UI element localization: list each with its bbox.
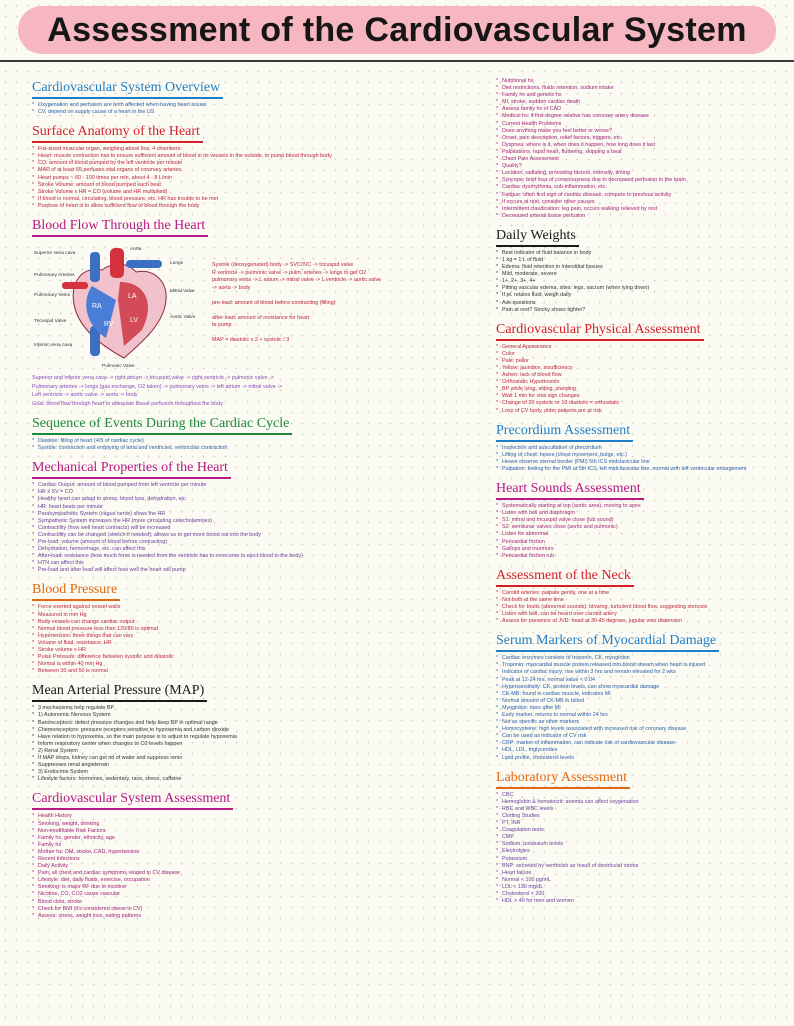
daily-weights-lines [496, 250, 786, 314]
note-line: * Sympathetic System increases the HR (more circulating catecholamines) [32, 518, 480, 525]
note-line: * HDL > 40 for men and women [496, 898, 786, 905]
note-line: * 3) Endocrine System [32, 769, 480, 776]
note-line: * Pain: all chest and cardiac symptoms related to CV disease [32, 870, 480, 877]
label-la: LA [128, 293, 137, 301]
heart-sounds-lines [496, 503, 786, 560]
pulmonary-vein-vessel [62, 282, 88, 289]
section-heading: Surface Anatomy of the Heart [32, 124, 203, 143]
note-line: * Can be used as indicator of CV risk [496, 733, 786, 740]
note-line: * Pericardial friction rub [496, 553, 786, 560]
flow-note-line [212, 292, 480, 300]
note-line: * Coagulation tests [496, 827, 786, 834]
note-line: * Homocysteine: high levels associated with increased risk of coronary disease [496, 726, 786, 733]
section-heading: Blood Pressure [32, 582, 120, 601]
note-line: * CO: amount of blood pumped by the left ventricle per minute [32, 160, 480, 167]
note-line: * Volume of fluid, resistance, HR [32, 640, 480, 647]
note-line: * General Appearance [496, 344, 786, 351]
left-column [32, 78, 480, 926]
note-line: * Lifting of chest: heave (chest movement, bulge, etc.) [496, 452, 786, 459]
note-line: * Oxygenation and perfusion are both affected when having heart issues [32, 102, 480, 109]
blood-flow-footer [32, 374, 480, 408]
note-line: * Palpitations: rapid heart, fluttering, skipping a beat [496, 149, 786, 156]
note-line: * Cardiac dysrhythmia, sub-inflammation, etc. [496, 184, 786, 191]
section-map [32, 681, 480, 783]
section-heart-sounds [496, 479, 786, 560]
note-line: * Normal < 100 pg/mL [496, 877, 786, 884]
section-heading: Blood Flow Through the Heart [32, 218, 208, 237]
section-heading: Assessment of the Neck [496, 568, 634, 587]
section-nutrition [496, 78, 786, 220]
note-line: * Hemoglobin & hematocrit: anemia can affect oxygenation [496, 799, 786, 806]
note-line: * Check for bruits (abnormal sounds): blowing, turbulent blood flow, suggesting stenosis [496, 604, 786, 611]
note-line: * Lifestyle factors: hormones, sedentary, race, stress, caffeine [32, 776, 480, 783]
serum-lines [496, 655, 786, 761]
section-precordium [496, 421, 786, 473]
note-line: * Smoking: is major RF due to nicotine [32, 884, 480, 891]
note-line: * If MAP drops, kidney can get rid of water and suppress renin [32, 755, 480, 762]
label-tricuspid: Tricuspid Valve [34, 319, 67, 325]
note-line: * Chemoreceptors: pressure receptors sensitive to hypoxemia and carbon dioxide [32, 727, 480, 734]
note-line: * Hypersensitivity: CK, protein levels, can show myocardial damage [496, 684, 786, 691]
note-line: * Mother hx: DM, stroke, CAD, hypertension [32, 849, 480, 856]
svc-vessel [90, 252, 100, 282]
section-heading: Serum Markers of Myocardial Damage [496, 633, 719, 652]
note-line: * If occurs at rest, consider other causes [496, 199, 786, 206]
note-line: * Pre-load: volume (amount of blood before contracting) [32, 539, 480, 546]
note-line: * 1) Autonomic Nervous System [32, 712, 480, 719]
blood-flow-notes [212, 242, 480, 370]
note-line: * Inform respiratory center when changes to O2 levels happen [32, 741, 480, 748]
note-line: * Diet restrictions, fluids retention, sodium intake [496, 85, 786, 92]
surface-anatomy-lines [32, 146, 480, 210]
note-line: * Electrolytes [496, 848, 786, 855]
note-line: * Family hx and genetic hx [496, 92, 786, 99]
note-line: * Pericardial friction [496, 539, 786, 546]
note-line: * Wait 1 min for vital sign changes [496, 393, 786, 400]
mechanical-lines [32, 482, 480, 574]
note-line: * Onset, pain description, relief factors, triggers, etc. [496, 135, 786, 142]
aorta-vessel [110, 248, 124, 278]
bp-lines [32, 604, 480, 675]
note-line: * Nicotine, CO, CO2 cause vascular [32, 891, 480, 898]
note-line: * Blood clots, stroke [32, 899, 480, 906]
note-line: * Heart failure [496, 870, 786, 877]
section-heading: Heart Sounds Assessment [496, 481, 644, 500]
section-heading: Precordium Assessment [496, 423, 633, 442]
note-line: * BP while lying, sitting, standing [496, 386, 786, 393]
section-heading: Cardiovascular Physical Assessment [496, 322, 704, 341]
note-line: * RBC and WBC levels [496, 806, 786, 813]
note-line: * Body vessels can change cardiac output [32, 619, 480, 626]
map-lines [32, 705, 480, 783]
note-line: * Peak at 12-24 hrs, normal value < 0.04 [496, 677, 786, 684]
section-daily-weights [496, 226, 786, 314]
note-line: * Fist-sized muscular organ, weighing about 9oz, 4 chambers [32, 146, 480, 153]
note-line: * Nutritional hx [496, 78, 786, 85]
note-line: * Between 30 and 50 is normal [32, 668, 480, 675]
label-mitral: Mitral Valve [170, 289, 195, 295]
note-line: * Heart pumps ~ 60 - 100 times per min, about 4 - 8 L/min [32, 175, 480, 182]
note-line: * If pt. retains fluid, weigh daily [496, 292, 786, 299]
note-line: * Have relation to hypoxemia, so the main purpose is to adjust to regulate hypoxemia [32, 734, 480, 741]
note-line: * Pain at rest? Stocky shoes tighter? [496, 307, 786, 314]
note-line: * Smoking, weight, drinking [32, 821, 480, 828]
sequence-lines [32, 438, 480, 452]
note-line: * Myoglobin: rises after MI [496, 705, 786, 712]
note-line: * HTN can affect this [32, 560, 480, 567]
section-heading: Mechanical Properties of the Heart [32, 460, 231, 479]
note-line: * Clotting Studies [496, 813, 786, 820]
flow-note-line: -> aorta -> body [212, 284, 251, 291]
note-line: * CK-MB: found in cardiac muscle, indicates MI [496, 691, 786, 698]
note-line: * MAP of at least 65 perfuses vital organs of coronary arteries [32, 167, 480, 174]
note-line: * Systole: contraction and emptying of atria and ventricles, ventricular contraction [32, 445, 480, 452]
note-line: * Does anything make you feel better or worse? [496, 128, 786, 135]
note-line: * 1+, 2+, 3+, 4+ [496, 278, 786, 285]
note-line: * Fatigue: often first sign of cardiac disease, compare to previous activity [496, 192, 786, 199]
section-blood-pressure [32, 580, 480, 675]
note-line: * Location, radiating, provoking factors, intensity, timing [496, 170, 786, 177]
precordium-lines [496, 445, 786, 473]
flow-note-line [212, 307, 480, 315]
note-line: * Stroke Volume x HR = CO (volume and HR multiplied) [32, 189, 480, 196]
note-line: * Pitting vascular edema, sites: legs, sacrum (when lying down) [496, 285, 786, 292]
flow-note-line: pulmonary veins -> L atrium -> mitral valve -> L ventricle -> aortic valve [212, 277, 382, 284]
right-column [496, 78, 786, 911]
note-line: * Pale: pallor [496, 358, 786, 365]
note-line: * 3 mechanisms help regulate BP [32, 705, 480, 712]
note-line: * CRP: marker of inflammation, can indicate risk of cardiovascular disease [496, 740, 786, 747]
note-line: * Normal amount of CK-MB in blood [496, 698, 786, 705]
note-line: * MI, stroke, sudden cardiac death [496, 99, 786, 106]
label-pulm-vein: Pulmonary Veins [34, 293, 70, 299]
note-line: * Syncope: brief loss of consciousness due to decreased perfusion to the brain [496, 177, 786, 184]
section-serum [496, 631, 786, 761]
flow-note-line: Systole (deoxygenated) body -> SVC/IVC -> tricuspid valve [212, 262, 354, 269]
note-line: * HR: heart beats per minute [32, 504, 480, 511]
note-line: * Force exerted against vessel walls [32, 604, 480, 611]
label-lungs: Lungs [170, 261, 184, 267]
section-mechanical [32, 458, 480, 574]
note-line: * Dyspnea: where is it, when does it happen, how long does it last [496, 142, 786, 149]
note-line: * If blood is normal, circulating, blood pressure, etc. HR has trouble to be met [32, 196, 480, 203]
note-line: * Loss of CV body, older patients are at risk [496, 408, 786, 415]
heart-diagram [32, 242, 202, 370]
note-line: * Listen with bell and diaphragm [496, 510, 786, 517]
flow-note-line [212, 330, 480, 338]
label-svc: Superior vena cava [34, 251, 76, 257]
note-line: * Chest Pain Assessment [496, 156, 786, 163]
cv-assessment-lines [32, 813, 480, 919]
note-line: * Listen with bell, can be heard over carotid artery [496, 611, 786, 618]
note-line: * Lifestyle: diet, daily fluids, exercise, occupation [32, 877, 480, 884]
label-lv: LV [130, 317, 139, 325]
note-line: * Contractility can be changed (stretch if needed); allows us to get more blood out into the body [32, 532, 480, 539]
section-cv-assessment [32, 789, 480, 919]
heart-row [32, 242, 480, 370]
note-line: * Recent Infections [32, 856, 480, 863]
section-physical [496, 320, 786, 415]
section-heading: Mean Arterial Pressure (MAP) [32, 683, 207, 702]
note-line: * Potassium [496, 856, 786, 863]
note-line: * Yellow: jaundice, insufficiency [496, 365, 786, 372]
flow-summary-line: Superior and inferior vena cava -> right atrium -> tricuspid valve -> right ventricle -> pulmonic valve -> [32, 375, 274, 382]
note-line: * Systematically starting at top (aortic area), moving to apex [496, 503, 786, 510]
note-line: * Cholesterol < 200 [496, 891, 786, 898]
label-ra: RA [92, 303, 102, 311]
note-line: * Edema: fluid retention in interstitial tissues [496, 264, 786, 271]
note-line: * Quality? [496, 163, 786, 170]
note-line: * CMP [496, 834, 786, 841]
flow-note-line: after-load: amount of resistance for heart [212, 314, 310, 321]
title-divider [0, 60, 794, 62]
label-aortic: Aortic Valve [170, 315, 196, 321]
note-line: * Suppresses renal angiotensin [32, 762, 480, 769]
note-line: * Palpation: feeling for the PMI at 5th ICS, left midclavicular line, normal with left ventricular enlargement [496, 466, 786, 473]
label-aorta: Aorta [130, 247, 142, 253]
note-line: * Diastole: filling of heart (4/5 of cardiac cycle) [32, 438, 480, 445]
neck-lines [496, 590, 786, 625]
note-line: * Stroke Volume: amount of blood pumped each beat [32, 182, 480, 189]
section-heading: Cardiovascular System Assessment [32, 791, 233, 810]
section-blood-flow [32, 216, 480, 408]
note-line: * Cardiac Output: amount of blood pumped from left ventricle per minute [32, 482, 480, 489]
flow-note-line: R ventricle -> pulmonic valve -> pulm. arteries -> lungs to get O2 [212, 269, 367, 276]
label-rv: RV [104, 321, 114, 329]
note-line: * Assess for presence of JVD: head at 30-45 degrees, jugular vein distension [496, 618, 786, 625]
note-line: * 2) Renal System [32, 748, 480, 755]
note-line: * Color [496, 351, 786, 358]
label-pulm-art: Pulmonary Arteries [34, 273, 75, 279]
note-line: * Stroke volume x HR [32, 647, 480, 654]
nutrition-lines [496, 78, 786, 220]
note-line: * After-load: resistance (how much force is needed from the ventricle has to overcome to eject blood to the body) [32, 553, 480, 560]
lab-lines [496, 792, 786, 906]
note-line: * BNP: secreted by ventricles as result of ventricular stress [496, 863, 786, 870]
note-line: * Medical hx: if first degree relative has coronary artery disease [496, 113, 786, 120]
note-line: * Parasympathetic System (vagus nerve) slows the HR [32, 511, 480, 518]
note-line: * Assess: stress, weight loss, eating patterns [32, 913, 480, 920]
flow-note-line: pre-load: amount of blood before contracting (filling) [212, 299, 336, 306]
note-line: * Best indicator of fluid balance in body [496, 250, 786, 257]
note-line: * Health History [32, 813, 480, 820]
note-line: * Indicator of cardiac injury; rise within 3 hrs and remain elevated for 2 wks [496, 669, 786, 676]
note-line: * Inspection and auscultation of precordium [496, 445, 786, 452]
note-line: * Family hx, gender, ethnicity, age [32, 835, 480, 842]
section-sequence [32, 414, 480, 452]
note-line: * HR x SV = CO [32, 489, 480, 496]
note-line: * Orthostatic Hypotension [496, 379, 786, 386]
note-line: * Check for BMI (it's considered obese in CV) [32, 906, 480, 913]
note-line: * Family hx [32, 842, 480, 849]
section-heading: Daily Weights [496, 228, 579, 247]
note-line: * Current Health Problems [496, 121, 786, 128]
overview-lines [32, 102, 480, 116]
note-line: * Dehydration, hemorrhage, etc. can affect this [32, 546, 480, 553]
note-line: * Assess family hx of CAD [496, 106, 786, 113]
note-line: * Gallops and murmurs [496, 546, 786, 553]
page-title: Assessment of the Cardiovascular System [47, 10, 747, 49]
title-banner [18, 6, 776, 54]
section-neck [496, 566, 786, 625]
note-line: * CBC [496, 792, 786, 799]
note-line: * Baroreceptors: detect pressure changes and help keep BP in optimal range [32, 720, 480, 727]
note-line: * Pulse Pressure: difference between systolic and diastolic [32, 654, 480, 661]
note-line: * Listen for abnormal [496, 531, 786, 538]
section-surface-anatomy [32, 122, 480, 210]
section-heading: Sequence of Events During the Cardiac Cycle [32, 416, 292, 435]
note-line: * LDL < 130 mg/dL [496, 884, 786, 891]
section-heading: Laboratory Assessment [496, 770, 630, 789]
note-line: * Purpose of heart is to allow sufficient flow of blood through the body [32, 203, 480, 210]
note-line: * Healthy heart can adapt to stress, blood loss, dehydration, etc. [32, 496, 480, 503]
section-heading: Cardiovascular System Overview [32, 80, 223, 99]
note-line: * Pre-load and after-load will affect how well the heart will pump [32, 567, 480, 574]
note-line: * Change of 20 systolic or 10 diastolic = orthostatic [496, 400, 786, 407]
flow-summary-line: Goal: blood flow through heart to adequate tissue perfusion throughout the body [32, 400, 223, 407]
label-pulmonic: Pulmonic Valve [102, 364, 135, 370]
note-line: * Not as specific as other markers [496, 719, 786, 726]
note-line: * Measured in mm Hg [32, 612, 480, 619]
note-line: * Daily Activity [32, 863, 480, 870]
note-line: * S1: mitral and tricuspid valve close (lub sound) [496, 517, 786, 524]
note-line: * Troponin: myocardial muscle protein released into blood stream when heart is injured [496, 662, 786, 669]
flow-summary-line: Pulmonary arteries -> lungs (gas exchange, O2 taken) -> pulmonary veins -> left atrium -> mitral valve -> [32, 383, 283, 390]
flow-note-line: to pump [212, 322, 232, 329]
note-line: * Hypertension: three things that can vary [32, 633, 480, 640]
note-line: * HDL, LDL, triglycerides [496, 747, 786, 754]
label-ivc: Inferior vena cava [34, 343, 73, 349]
note-line: * Mild, moderate, severe [496, 271, 786, 278]
note-line: * Decreased arterial tissue perfusion [496, 213, 786, 220]
note-line: * Not both at the same time [496, 597, 786, 604]
note-line: * Early marker, returns to normal within 24 hrs [496, 712, 786, 719]
note-line: * Intermittent claudication: leg pain, occurs walking relieved by rest [496, 206, 786, 213]
section-lab [496, 768, 786, 906]
pulmonary-artery-vessel [126, 260, 162, 268]
note-line: * Heave observe sternal border (PMI) 5th ICS midclavicular line [496, 459, 786, 466]
note-line: * Heart: muscle contraction has to ensure sufficient amount of blood in its vessels in the outside, to pump blood through body [32, 153, 480, 160]
flow-note-line: MAP = diastolic x 2 + systolic / 3 [212, 337, 290, 344]
note-line: * CV, depend on supply cause of a heart in the US [32, 109, 480, 116]
note-line: * Contractility (how well heart contracts) will be increased [32, 525, 480, 532]
note-line: * Lipid profile, cholesterol levels [496, 755, 786, 762]
note-line: * Ask questions [496, 300, 786, 307]
note-line: * Sodium, potassium levels [496, 841, 786, 848]
note-line: * Normal is within 40 mm Hg [32, 661, 480, 668]
section-overview [32, 78, 480, 116]
note-line: * 1 kg = 1 L of fluid [496, 257, 786, 264]
note-line: * Carotid arteries: palpate gently, one at a time [496, 590, 786, 597]
note-line: * Cardiac enzymes consists of troponin, CK, myoglobin [496, 655, 786, 662]
note-line: * Normal blood pressure less than 120/80 is optimal [32, 626, 480, 633]
note-line: * PT, INR [496, 820, 786, 827]
flow-summary-line: Left ventricle -> aortic valve -> aorta -> body [32, 392, 138, 399]
note-line: * Non-modifiable Risk Factors [32, 828, 480, 835]
note-line: * S2: semilunar valves close (aortic and pulmonic) [496, 524, 786, 531]
note-line: * Ashen: lack of blood flow [496, 372, 786, 379]
physical-lines [496, 344, 786, 415]
